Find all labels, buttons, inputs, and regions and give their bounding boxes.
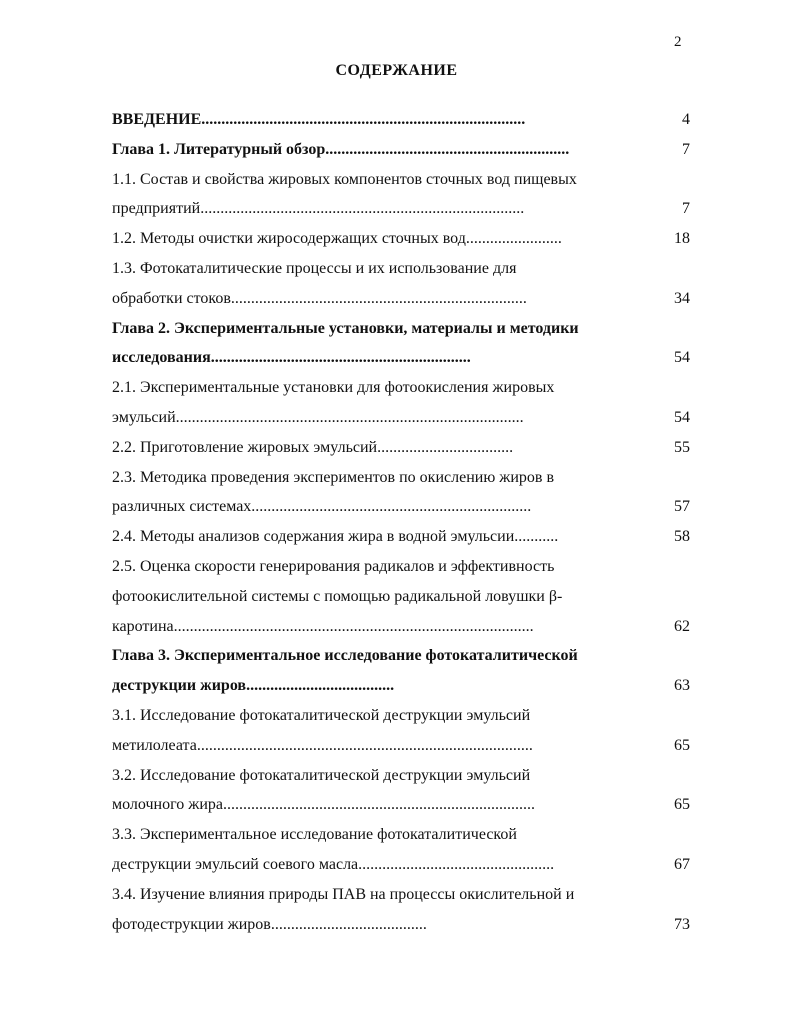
toc-entry-page: 18 — [674, 230, 690, 248]
toc-entry-page: 73 — [674, 915, 690, 933]
toc-entry-page: 55 — [674, 438, 690, 456]
toc-entry-text: 2.3. Методика проведения экспериментов по окислению жиров в — [112, 468, 554, 486]
page-number: 2 — [674, 34, 682, 50]
toc-entry-page: 63 — [674, 677, 690, 695]
toc-entry-text: фотодеструкции жиров....................................... — [112, 915, 427, 933]
toc-entry-text: исследования................................................................. — [112, 349, 471, 367]
toc-entry-page: 54 — [674, 349, 690, 367]
toc-entry-text: Глава 3. Экспериментальное исследование фотокаталитической — [112, 647, 578, 665]
toc-entry-text: метилолеата.................................................................................... — [112, 736, 533, 754]
toc-entry-text: Глава 1. Литературный обзор............................................................. — [112, 140, 570, 158]
toc-entry-text: ВВЕДЕНИЕ................................................................................. — [112, 111, 526, 128]
toc-entry-page: 65 — [674, 736, 690, 754]
toc-entry-text: обработки стоков.......................................................................... — [112, 289, 527, 307]
toc-entry-page: 7 — [682, 140, 690, 158]
toc-entry-text: деструкции эмульсий соевого масла................................................. — [112, 856, 555, 873]
toc-entry-text: различных системах...................................................................... — [112, 498, 532, 516]
toc-entry-text: 1.2. Методы очистки жиросодержащих сточных вод........................ — [112, 230, 562, 248]
toc-entry-text: предприятий................................................................................. — [112, 200, 525, 218]
toc-entry-page: 34 — [674, 289, 690, 307]
toc-entry-page: 58 — [674, 528, 690, 546]
toc-entry-text: 1.3. Фотокаталитические процессы и их использование для — [112, 260, 517, 277]
toc-entry-text: 1.1. Состав и свойства жировых компонентов сточных вод пищевых — [112, 170, 577, 188]
toc-title: СОДЕРЖАНИЕ — [335, 62, 458, 79]
toc-entry-text: молочного жира.............................................................................. — [112, 796, 535, 814]
toc-entry-page: 7 — [682, 200, 690, 218]
toc-entry-text: деструкции жиров..................................... — [112, 677, 395, 695]
toc-entry-text: фотоокислительной системы с помощью радикальной ловушки β- — [112, 587, 563, 605]
toc-entry-page: 57 — [674, 498, 690, 516]
toc-entry-page: 65 — [674, 796, 690, 814]
toc-entry-text: 2.5. Оценка скорости генерирования радикалов и эффективность — [112, 558, 555, 575]
toc-entry-text: 3.2. Исследование фотокаталитической деструкции эмульсий — [112, 766, 531, 784]
toc-entry-text: 2.4. Методы анализов содержания жира в водной эмульсии........... — [112, 528, 559, 546]
toc-entry-page: 54 — [674, 409, 690, 426]
toc-entry-text: 3.1. Исследование фотокаталитической деструкции эмульсий — [112, 707, 531, 724]
toc-entry-text: 3.3. Экспериментальное исследование фотокаталитической — [112, 826, 517, 844]
toc-entry-text: каротина.......................................................................................... — [112, 617, 534, 635]
toc-entry-page: 4 — [682, 111, 690, 128]
toc-entry-text: эмульсий....................................................................................... — [112, 409, 524, 426]
toc-entry-text: 2.1. Экспериментальные установки для фотоокисления жировых — [112, 379, 555, 397]
toc-entry-page: 62 — [674, 617, 690, 635]
toc-entry-page: 67 — [674, 856, 690, 873]
toc-entry-text: 3.4. Изучение влияния природы ПАВ на процессы окислительной и — [112, 885, 575, 903]
toc-entry-text: Глава 2. Экспериментальные установки, материалы и методики — [112, 319, 579, 337]
toc-entry-text: 2.2. Приготовление жировых эмульсий.................................. — [112, 438, 514, 456]
